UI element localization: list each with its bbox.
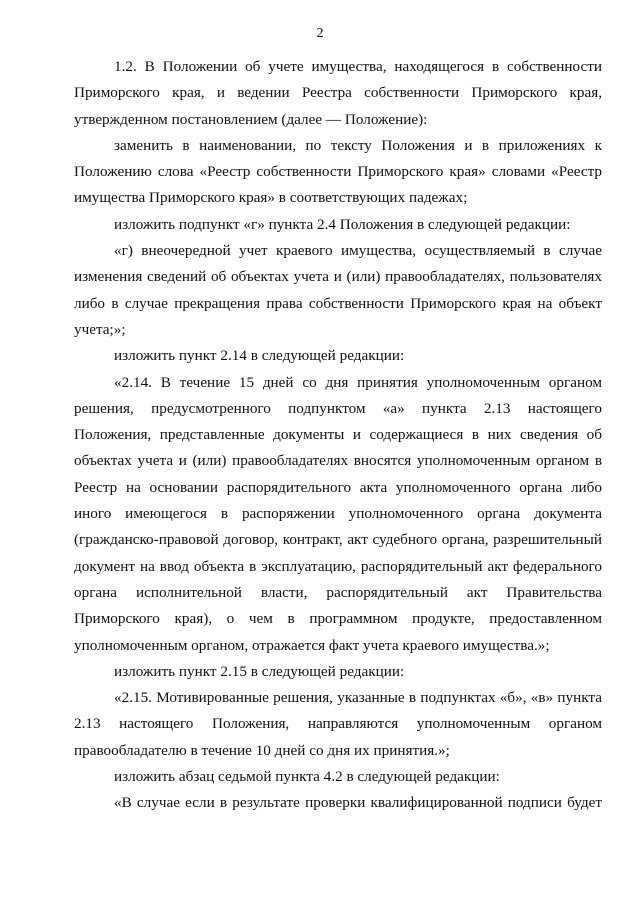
paragraph-1-2-intro: 1.2. В Положении об учете имущества, находящегося в собственности Приморского края, и ведении Реестра собственности Приморского края, утвержденном постановлением (далее — Положение): <box>74 58 602 128</box>
paragraph-2-14-text: «2.14. В течение 15 дней со дня принятия уполномоченным органом решения, предусмотренного подпунктом «а» пункта 2.13 настоящего Положения, представленные документы и содержащиеся в них сведения об объектах учета и (или) правообладателях вносятся уполномоченным органом в Реестр на основании распорядительного акта уполномоченного органа либо иного имеющегося в распоряжении уполномоченного органа документа (гражданско-правовой договор, контракт, акт судебного органа, разрешительный документ на ввод объекта в эксплуатацию, распорядительный акт федерального органа исполнительной власти, распорядительный акт Правительства Приморского края), о чем в программном продукте, предоставленном уполномоченным органом, отражается факт учета краевого имущества.»; <box>74 373 602 654</box>
page-number: 2 <box>316 26 324 41</box>
paragraph-amend-2-4-g: изложить подпункт «г» пункта 2.4 Положения в следующей редакции: <box>114 215 571 233</box>
paragraph-2-15-text: «2.15. Мотивированные решения, указанные в подпунктах «б», «в» пункта 2.13 настоящего Положения, направляются уполномоченным органом правообладателю в течение 10 дней со дня их принятия.»; <box>74 689 602 759</box>
paragraph-amend-4-2: изложить абзац седьмой пункта 4.2 в следующей редакции: <box>114 768 500 786</box>
paragraph-amend-2-15: изложить пункт 2.15 в следующей редакции: <box>114 662 405 680</box>
paragraph-amend-2-14: изложить пункт 2.14 в следующей редакции: <box>114 347 405 365</box>
document-body <box>74 54 602 817</box>
paragraph-2-4-g-text: «г) внеочередной учет краевого имущества, осуществляемый в случае изменения сведений об объектах учета и (или) правообладателях, пользователях либо в случае прекращения права собственности Приморского края на объект учета;»; <box>74 242 602 338</box>
paragraph-4-2-text: «В случае если в результате проверки квалифицированной подписи будет <box>114 794 602 812</box>
paragraph-replace-words: заменить в наименовании, по тексту Положения и в приложениях к Положению слова «Реестр собственности Приморского края» словами «Реестр имущества Приморского края» в соответствующих падежах; <box>74 136 602 207</box>
